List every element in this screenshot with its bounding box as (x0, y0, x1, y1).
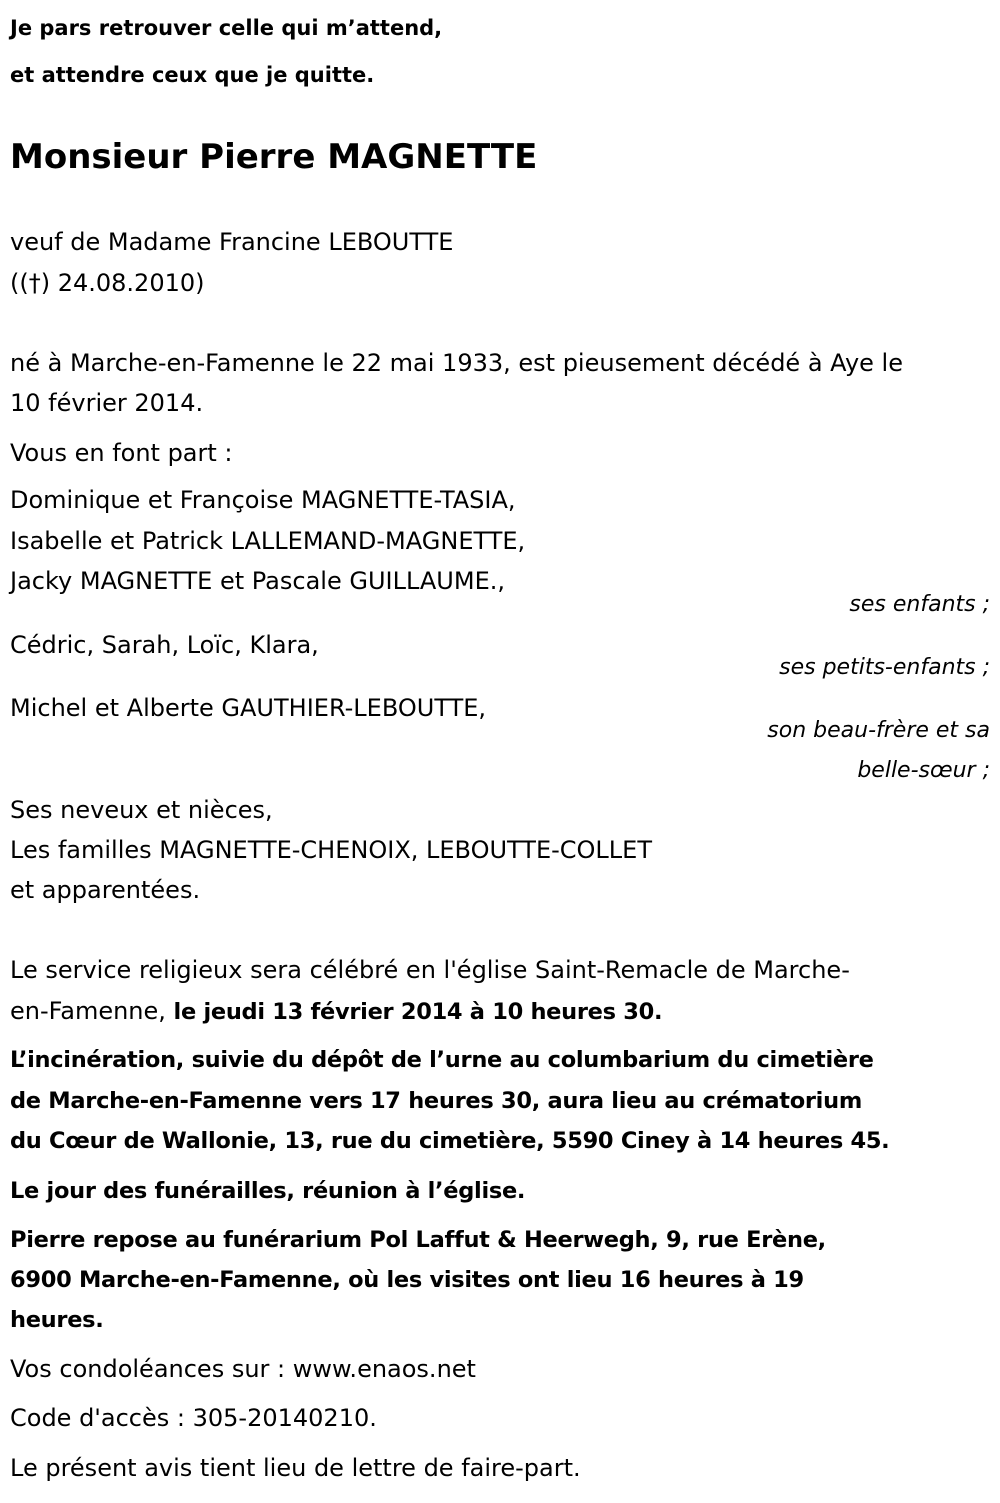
service-line: Le service religieux sera célébré en l'église Saint-Remacle de Marche- (10, 956, 850, 984)
visitation-line: Pierre repose au funérarium Pol Laffut & Heerwegh, 9, rue Erène, (10, 1227, 826, 1253)
birth-death-line: né à Marche-en-Famenne le 22 mai 1933, est pieusement décédé à Aye le (10, 349, 903, 377)
child-line: Isabelle et Patrick LALLEMAND-MAGNETTE, (10, 527, 526, 555)
service-place: en-Famenne, (10, 997, 174, 1025)
service-line (10, 996, 662, 1026)
birth-death-line: 10 février 2014. (10, 389, 204, 417)
child-line: Dominique et Françoise MAGNETTE-TASIA, (10, 486, 516, 514)
epigraph-line: et attendre ceux que je quitte. (10, 63, 375, 87)
inlaws-role: belle-sœur ; (857, 758, 990, 783)
service-date: le jeudi 13 février 2014 à 10 heures 30. (173, 999, 663, 1025)
grandchildren: Cédric, Sarah, Loïc, Klara, (10, 631, 319, 659)
epigraph-line: Je pars retrouver celle qui m’attend, (10, 16, 443, 40)
others-line: Les familles MAGNETTE-CHENOIX, LEBOUTTE-COLLET (10, 836, 652, 864)
cremation-line: du Cœur de Wallonie, 13, rue du cimetière, 5590 Ciney à 14 heures 45. (10, 1128, 890, 1154)
condolences: Vos condoléances sur : www.enaos.net (10, 1355, 476, 1383)
announce: Vous en font part : (10, 439, 233, 467)
inlaws-role: son beau-frère et sa (767, 718, 990, 743)
page-title: Monsieur Pierre MAGNETTE (10, 137, 538, 177)
cremation-line: de Marche-en-Famenne vers 17 heures 30, aura lieu au crématorium (10, 1088, 862, 1114)
widower-date: ((†) 24.08.2010) (10, 269, 205, 297)
others-line: et apparentées. (10, 876, 201, 904)
cremation-line: L’incinération, suivie du dépôt de l’urne au columbarium du cimetière (10, 1047, 874, 1073)
access-code: Code d'accès : 305-20140210. (10, 1404, 377, 1432)
visitation-line: 6900 Marche-en-Famenne, où les visites ont lieu 16 heures à 19 (10, 1267, 804, 1293)
visitation-line: heures. (10, 1307, 104, 1333)
grandchildren-role: ses petits-enfants ; (779, 655, 990, 680)
widower-line: veuf de Madame Francine LEBOUTTE (10, 228, 454, 256)
others-line: Ses neveux et nièces, (10, 796, 273, 824)
notice: Le présent avis tient lieu de lettre de faire-part. (10, 1454, 581, 1482)
child-line: Jacky MAGNETTE et Pascale GUILLAUME., (10, 567, 505, 595)
meeting: Le jour des funérailles, réunion à l’église. (10, 1178, 526, 1204)
inlaws: Michel et Alberte GAUTHIER-LEBOUTTE, (10, 694, 487, 722)
children-role: ses enfants ; (849, 592, 990, 617)
